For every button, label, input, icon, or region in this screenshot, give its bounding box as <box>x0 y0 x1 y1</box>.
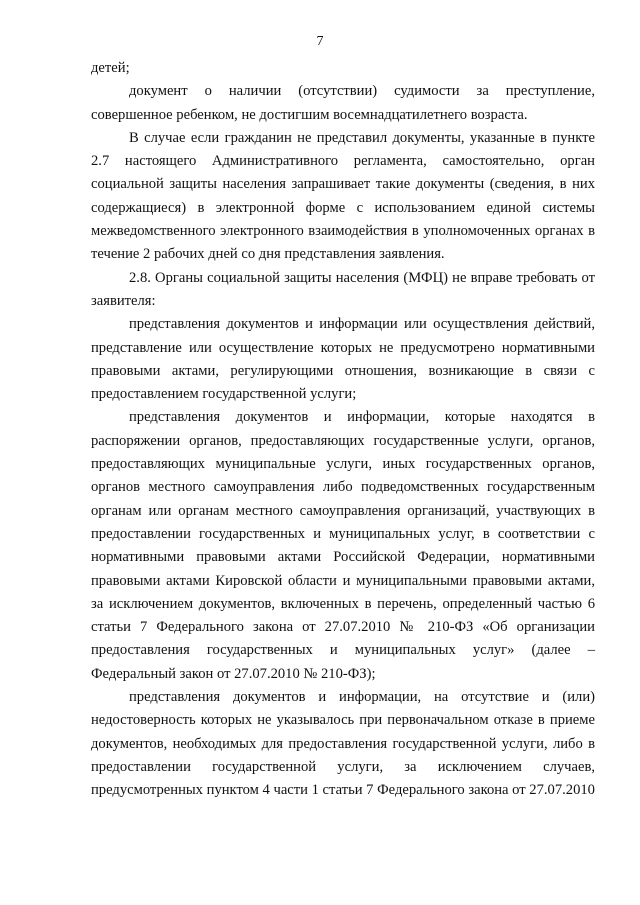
document-body <box>91 57 595 803</box>
paragraph-interagency-request: В случае если гражданин не представил документы, указанные в пункте 2.7 настоящего Административного регламента, самостоятельно, орган социальной защиты населения запрашивает такие документы (сведения, в них содержащиеся) в электронной форме с использованием единой системы межведомственного электронного взаимодействия в уполномоченных органах в течение 2 рабочих дней со дня представления заявления. <box>91 129 595 263</box>
paragraph-requirement-3: представления документов и информации, на отсутствие и (или) недостоверность которых не указывалось при первоначальном отказе в приеме документов, необходимых для предоставления государственной услуги, либо в предоставлении государственной услуги, за исключением случаев, предусмотренных пунктом 4 части 1 статьи 7 Федерального закона от 27.07.2010 <box>91 689 595 799</box>
paragraph-requirement-1: представления документов и информации или осуществления действий, представление или осуществление которых не предусмотрено нормативными правовыми актами, регулирующими отношения, возникающие в связи с предоставлением государственной услуги; <box>91 316 595 403</box>
paragraph-continuation: детей; <box>91 60 130 76</box>
page-number: 7 <box>316 34 324 49</box>
paragraph-requirement-2: представления документов и информации, которые находятся в распоряжении органов, предоставляющих государственные услуги, органов, предоставляющих муниципальные услуги, иных государственных органов, органов местного самоуправления либо подведомственных государственным органам или органам местного самоуправления организаций, участвующих в предоставлении государственных и муниципальных услуг, в соответствии с нормативными правовыми актами Российской Федерации, нормативными правовыми актами Кировской области и муниципальными правовыми актами, за исключением документов, включенных в перечень, определенный частью 6 статьи 7 Федерального закона от 27.07.2010 № 210-ФЗ «Об организации предоставления государственных и муниципальных услуг» (далее – Федеральный закон от 27.07.2010 № 210-ФЗ); <box>91 409 595 682</box>
paragraph-section-2-8: 2.8. Органы социальной защиты населения (МФЦ) не вправе требовать от заявителя: <box>91 269 595 309</box>
paragraph-criminal-record-document: документ о наличии (отсутствии) судимости за преступление, совершенное ребенком, не достигшим восемнадцатилетнего возраста. <box>91 83 595 123</box>
